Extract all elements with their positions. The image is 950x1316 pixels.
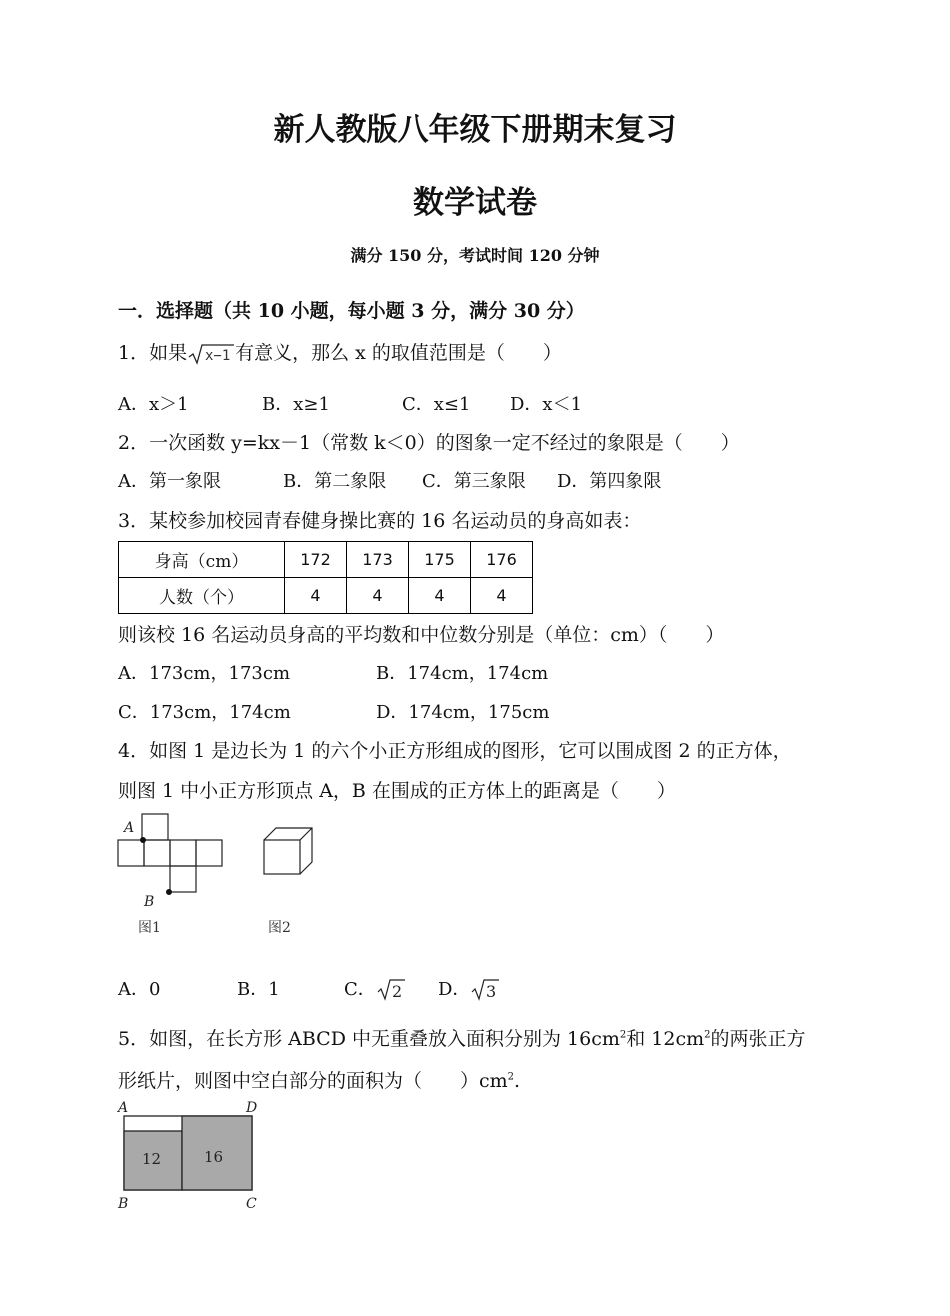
q3-question: 则该校 16 名运动员身高的平均数和中位数分别是（单位：cm）（ ） xyxy=(118,624,725,646)
sqrt-symbol xyxy=(470,977,500,1003)
question-4-line1: 4．如图 1 是边长为 1 的六个小正方形组成的图形，它可以围成图 2 的正方体， xyxy=(118,740,792,762)
q4-option-a: A．0 xyxy=(118,979,161,1000)
q3-option-c: C．173cm，174cm xyxy=(118,702,291,723)
exam-info: 满分 150 分，考试时间 120 分钟 xyxy=(350,246,600,265)
net-square xyxy=(170,840,196,866)
q5-text-e: . xyxy=(514,1070,521,1092)
question-3: 3．某校参加校园青春健身操比赛的 16 名运动员的身高如表： xyxy=(118,510,642,532)
q2-option-b: B．第二象限 xyxy=(283,471,387,492)
q1-option-d: D．x＜1 xyxy=(510,394,583,415)
q5-text-a: 5．如图，在长方形 ABCD 中无重叠放入面积分别为 16cm xyxy=(118,1028,620,1050)
question-1 xyxy=(118,338,562,366)
q5-text-b: 和 12cm xyxy=(626,1028,705,1050)
table-cell: 4 xyxy=(471,578,533,614)
q1-option-b: B．x≥1 xyxy=(262,394,330,415)
q1-suffix: 有意义，那么 x 的取值范围是（ ） xyxy=(235,342,562,364)
question-5-line1 xyxy=(118,1024,806,1051)
vertex-d: D xyxy=(246,1100,258,1116)
vertex-c: C xyxy=(246,1196,257,1212)
table-cell: 4 xyxy=(409,578,471,614)
question-2: 2．一次函数 y=kx－1（常数 k＜0）的图象一定不经过的象限是（ ） xyxy=(118,432,740,454)
rectangle-figure xyxy=(112,1096,282,1218)
q1-option-c: C．x≤1 xyxy=(402,394,471,415)
table-cell: 身高（cm） xyxy=(119,542,285,578)
net-square xyxy=(118,840,144,866)
q4-option-c-label: C． xyxy=(344,979,376,1000)
q1-prefix: 1．如果 xyxy=(118,342,188,364)
net-square xyxy=(144,840,170,866)
cube-net-figure xyxy=(112,810,342,940)
table-cell: 4 xyxy=(285,578,347,614)
question-4-line2: 则图 1 中小正方形顶点 A，B 在围成的正方体上的距离是（ ） xyxy=(118,780,676,802)
q4-option-d-label: D． xyxy=(438,979,471,1000)
fig1-label: 图1 xyxy=(138,920,161,936)
q2-option-a: A．第一象限 xyxy=(118,471,221,492)
q4-option-b: B．1 xyxy=(237,979,280,1000)
q2-option-c: C．第三象限 xyxy=(422,471,526,492)
net-square xyxy=(170,866,196,892)
page-title: 新人教版八年级下册期末复习 xyxy=(273,112,677,148)
table-cell: 4 xyxy=(347,578,409,614)
table-cell: 175 xyxy=(409,542,471,578)
fig2-label: 图2 xyxy=(268,920,291,936)
q1-radicand: x−1 xyxy=(205,348,231,364)
section-heading: 一．选择题（共 10 小题，每小题 3 分，满分 30 分） xyxy=(118,300,585,322)
q5-sup: 2 xyxy=(619,1029,627,1041)
q3-option-d: D．174cm，175cm xyxy=(376,702,550,723)
label-b: B xyxy=(144,894,155,910)
q2-option-d: D．第四象限 xyxy=(557,471,662,492)
area-label-12: 12 xyxy=(142,1150,162,1168)
sqrt-symbol xyxy=(376,977,406,1003)
table-cell: 173 xyxy=(347,542,409,578)
q5-sup: 2 xyxy=(507,1071,515,1083)
q4-option-c xyxy=(344,975,406,1003)
q4-radicand-c: 2 xyxy=(391,982,402,1001)
net-square xyxy=(196,840,222,866)
vertex-b: B xyxy=(118,1196,129,1212)
sqrt-symbol xyxy=(187,342,235,366)
q5-text-c: 的两张正方 xyxy=(710,1028,806,1050)
q3-option-b: B．174cm，174cm xyxy=(376,663,549,684)
point-b xyxy=(166,889,172,895)
vertex-a: A xyxy=(118,1100,129,1116)
label-a: A xyxy=(124,820,135,836)
question-5-line2 xyxy=(118,1066,520,1093)
table-cell: 176 xyxy=(471,542,533,578)
q1-option-a: A．x＞1 xyxy=(118,394,189,415)
q5-sup: 2 xyxy=(704,1029,711,1041)
cube-figure xyxy=(264,828,312,874)
q5-text-d: 形纸片，则图中空白部分的面积为（ ）cm xyxy=(118,1070,508,1092)
table-row xyxy=(119,578,533,614)
table-row xyxy=(119,542,533,578)
q4-radicand-d: 3 xyxy=(486,982,497,1001)
height-table xyxy=(118,541,533,614)
area-label-16: 16 xyxy=(204,1148,224,1166)
net-square xyxy=(142,814,168,840)
table-cell: 人数（个） xyxy=(119,578,285,614)
q4-option-d xyxy=(438,975,500,1003)
q3-option-a: A．173cm，173cm xyxy=(118,663,291,684)
point-a xyxy=(140,837,146,843)
table-cell: 172 xyxy=(285,542,347,578)
page-subtitle-title: 数学试卷 xyxy=(413,185,537,221)
